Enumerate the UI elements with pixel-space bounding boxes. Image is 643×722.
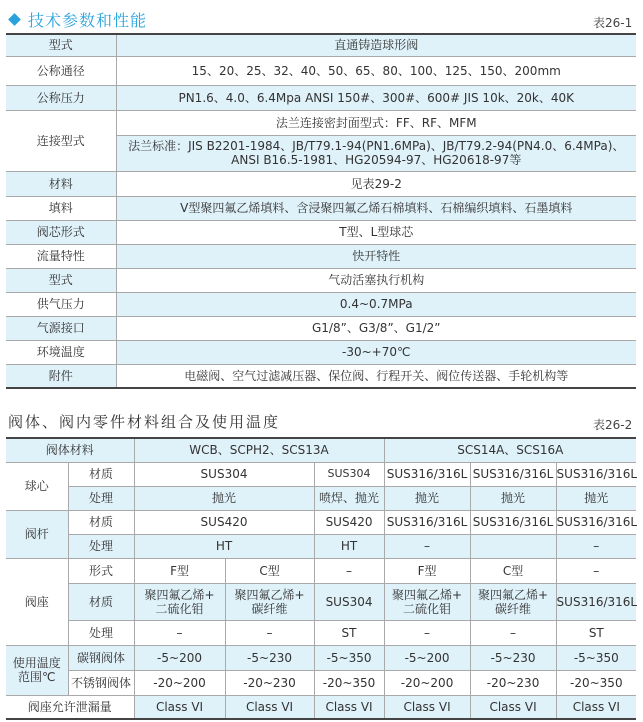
cell: F型 bbox=[134, 558, 225, 583]
cell: – bbox=[384, 534, 470, 558]
cell: Class VI bbox=[470, 695, 556, 719]
flange-standard-line2: ANSI B16.5-1981、HG20594-97、HG20618-97等 bbox=[231, 153, 522, 167]
row-label: 供气压力 bbox=[6, 292, 116, 316]
cell: -5~350 bbox=[556, 645, 636, 670]
cell: 喷焊、抛光 bbox=[314, 486, 384, 510]
cell: Class VI bbox=[384, 695, 470, 719]
cell: SUS316/316L bbox=[470, 510, 556, 534]
cell: 抛光 bbox=[556, 486, 636, 510]
sub-label: 材质 bbox=[68, 510, 134, 534]
cell-line: 聚四氟乙烯+ bbox=[478, 587, 549, 602]
cell: SUS420 bbox=[314, 510, 384, 534]
cell: – bbox=[384, 620, 470, 645]
row-label: 公称压力 bbox=[6, 85, 116, 110]
cell: -20~350 bbox=[314, 670, 384, 695]
cell-line: 聚四氟乙烯+ bbox=[144, 587, 215, 602]
cell: -5~350 bbox=[314, 645, 384, 670]
cell bbox=[134, 583, 225, 620]
cell: – bbox=[470, 620, 556, 645]
cell: SUS316/316L bbox=[384, 462, 470, 486]
sub-label: 处理 bbox=[68, 534, 134, 558]
cell: SUS420 bbox=[134, 510, 314, 534]
cell-line: 聚四氟乙烯+ bbox=[234, 587, 305, 602]
cell: – bbox=[134, 620, 225, 645]
cell bbox=[225, 583, 314, 620]
row-label: 连接型式 bbox=[6, 110, 116, 171]
sub-label: 形式 bbox=[68, 558, 134, 583]
materials-table bbox=[6, 437, 636, 720]
cell: SUS316/316L bbox=[384, 510, 470, 534]
cell: Class VI bbox=[556, 695, 636, 719]
section1-title-text: 技术参数和性能 bbox=[28, 11, 148, 30]
section1-title bbox=[8, 8, 147, 31]
row-label: 流量特性 bbox=[6, 244, 116, 268]
diamond-bullet-icon bbox=[8, 13, 21, 26]
cell: C型 bbox=[225, 558, 314, 583]
cell: Class VI bbox=[225, 695, 314, 719]
cell: 抛光 bbox=[384, 486, 470, 510]
cell-line: 碳纤维 bbox=[251, 601, 288, 616]
sub-label: 材质 bbox=[68, 462, 134, 486]
cell: HT bbox=[314, 534, 384, 558]
leak-label: 阀座允许泄漏量 bbox=[6, 695, 134, 719]
cell: F型 bbox=[384, 558, 470, 583]
temp-label-line1: 使用温度 bbox=[12, 656, 61, 670]
cell: HT bbox=[134, 534, 314, 558]
cell: – bbox=[314, 558, 384, 583]
cell bbox=[470, 583, 556, 620]
row-label: 型式 bbox=[6, 34, 116, 56]
table2-number: 表26-2 bbox=[593, 418, 633, 432]
row-label: 环境温度 bbox=[6, 340, 116, 364]
tech-params-table bbox=[6, 33, 636, 389]
cell: SUS304 bbox=[314, 462, 384, 486]
row-label: 填料 bbox=[6, 196, 116, 220]
cell-line: 二硫化钼 bbox=[403, 601, 452, 616]
header-group2: SCS14A、SCS16A bbox=[384, 438, 636, 462]
row-value-flange-standard bbox=[116, 135, 636, 171]
cell-line: 二硫化钼 bbox=[155, 601, 204, 616]
row-label: 气源接口 bbox=[6, 316, 116, 340]
sub-label: 碳钢阀体 bbox=[68, 645, 134, 670]
seat-label: 阀座 bbox=[6, 558, 68, 645]
cell: Class VI bbox=[314, 695, 384, 719]
cell: -20~200 bbox=[384, 670, 470, 695]
cell: SUS316/316L bbox=[556, 462, 636, 486]
table1-number: 表26-1 bbox=[593, 16, 633, 30]
sub-label: 处理 bbox=[68, 620, 134, 645]
row-value: 快开特性 bbox=[116, 244, 636, 268]
temp-range-label bbox=[6, 645, 68, 695]
row-value: 法兰连接密封面型式：FF、RF、MFM bbox=[116, 110, 636, 135]
cell: SUS316/316L bbox=[556, 510, 636, 534]
sub-label: 材质 bbox=[68, 583, 134, 620]
cell: C型 bbox=[470, 558, 556, 583]
cell: -20~230 bbox=[470, 670, 556, 695]
cell: – bbox=[225, 620, 314, 645]
row-value: -30~+70℃ bbox=[116, 340, 636, 364]
row-value: 0.4~0.7MPa bbox=[116, 292, 636, 316]
cell: SUS316/316L bbox=[556, 583, 636, 620]
row-label: 材料 bbox=[6, 171, 116, 196]
header-body-material: 阀体材料 bbox=[6, 438, 134, 462]
cell: 抛光 bbox=[470, 486, 556, 510]
cell: SUS316/316L bbox=[470, 462, 556, 486]
cell: -5~230 bbox=[470, 645, 556, 670]
stem-label: 阀杆 bbox=[6, 510, 68, 558]
temp-label-line2: 范围℃ bbox=[18, 670, 56, 684]
cell-line: 碳纤维 bbox=[495, 601, 532, 616]
cell: -20~200 bbox=[134, 670, 225, 695]
cell: -20~350 bbox=[556, 670, 636, 695]
cell: -5~200 bbox=[134, 645, 225, 670]
cell: -5~200 bbox=[384, 645, 470, 670]
ball-label: 球心 bbox=[6, 462, 68, 510]
row-value: 气动活塞执行机构 bbox=[116, 268, 636, 292]
cell: Class VI bbox=[134, 695, 225, 719]
row-label: 附件 bbox=[6, 364, 116, 388]
header-group1: WCB、SCPH2、SCS13A bbox=[134, 438, 384, 462]
cell: SUS304 bbox=[314, 583, 384, 620]
cell: ST bbox=[314, 620, 384, 645]
row-label: 阀芯形式 bbox=[6, 220, 116, 244]
row-label: 公称通径 bbox=[6, 56, 116, 85]
row-value: T型、L型球芯 bbox=[116, 220, 636, 244]
cell: -20~230 bbox=[225, 670, 314, 695]
row-label: 型式 bbox=[6, 268, 116, 292]
cell-line: 聚四氟乙烯+ bbox=[392, 587, 463, 602]
flange-standard-line1: 法兰标准：JIS B2201-1984、JB/T79.1-94(PN1.6MPa)、JB/T79.2-94(PN4.0、6.4MPa)、 bbox=[128, 139, 625, 153]
cell: – bbox=[556, 558, 636, 583]
cell bbox=[384, 583, 470, 620]
section2-title: 阀体、阀内零件材料组合及使用温度 bbox=[8, 413, 281, 431]
cell: ST bbox=[556, 620, 636, 645]
cell: – bbox=[556, 534, 636, 558]
row-value: 见表29-2 bbox=[116, 171, 636, 196]
row-value: G1/8”、G3/8”、G1/2” bbox=[116, 316, 636, 340]
sub-label: 处理 bbox=[68, 486, 134, 510]
row-value: 15、20、25、32、40、50、65、80、100、125、150、200mm bbox=[116, 56, 636, 85]
row-value: 直通铸造球形阀 bbox=[116, 34, 636, 56]
row-value: PN1.6、4.0、6.4Mpa ANSI 150#、300#、600# JIS 10k、20k、40K bbox=[116, 85, 636, 110]
row-value: V型聚四氟乙烯填料、含浸聚四氟乙烯石棉填料、石棉编织填料、石墨填料 bbox=[116, 196, 636, 220]
cell bbox=[470, 534, 556, 558]
cell: -5~230 bbox=[225, 645, 314, 670]
cell: 抛光 bbox=[134, 486, 314, 510]
row-value: 电磁阀、空气过滤减压器、保位阀、行程开关、阀位传送器、手轮机构等 bbox=[116, 364, 636, 388]
cell: SUS304 bbox=[134, 462, 314, 486]
sub-label: 不锈钢阀体 bbox=[68, 670, 134, 695]
